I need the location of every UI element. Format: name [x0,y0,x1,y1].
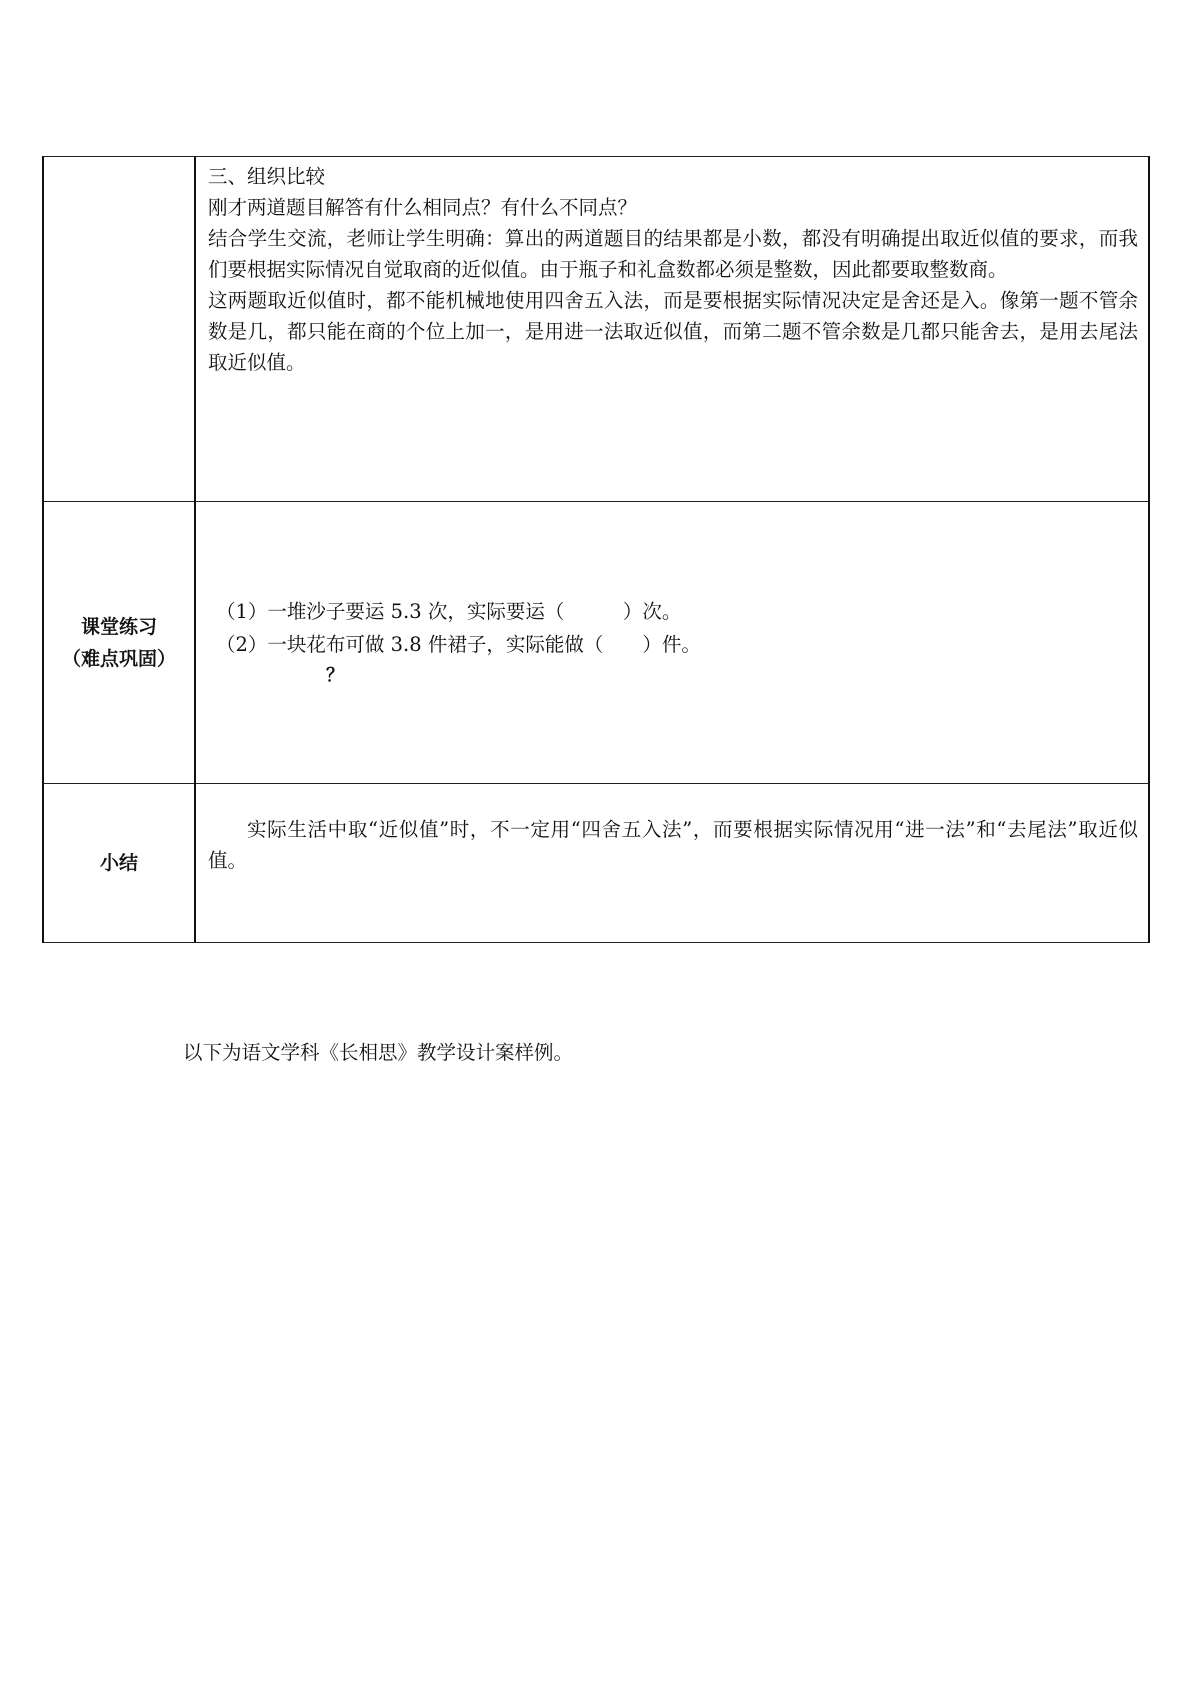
question-paragraph: 刚才两道题目解答有什么相同点？有什么不同点？ [208,196,638,219]
row-label-summary [43,784,195,943]
practice-sublabel: （难点巩固） [61,647,176,670]
comparison-body [196,157,1148,378]
row-label-practice [43,502,195,784]
summary-text: 实际生活中取“近似值”时，不一定用“四舍五入法”，而要根据实际情况用“进一法”和“去尾法”取近似值。 [208,818,1138,872]
footer-note: 以下为语文学科《长相思》教学设计案样例。 [183,1041,574,1064]
comparison-cell [195,157,1149,502]
table-row-summary [43,784,1149,943]
summary-cell [195,784,1149,943]
table-row-practice [43,502,1149,784]
practice-label: 课堂练习 [80,615,157,638]
question-mark: ？ [326,665,344,686]
lesson-plan-table [42,156,1150,943]
row-label-empty [43,157,195,502]
method-paragraph: 这两题取近似值时，都不能机械地使用四舍五入法，而是要根据实际情况决定是舍还是入。像第一题不管余数是几，都只能在商的个位上加一，是用进一法取近似值，而第二题不管余数是几都只能舍去，是用去尾法取近似值。 [208,289,1138,374]
exercise-item-1: （1）一堆沙子要运 5.3 次，实际要运（ ）次。 [216,600,682,623]
summary-label: 小结 [99,852,138,874]
table-row-comparison [43,157,1149,502]
exercise-item-2: （2）一块花布可做 3.8 件裙子，实际能做（ ）件。 [216,633,701,656]
practice-cell [195,502,1149,784]
exercise-list [196,502,1148,691]
conclusion-paragraph: 结合学生交流，老师让学生明确：算出的两道题目的结果都是小数，都没有明确提出取近似值的要求，而我们要根据实际情况自觉取商的近似值。由于瓶子和礼盒数都必须是整数，因此都要取整数商。 [208,227,1138,281]
section-heading: 三、组织比较 [208,165,326,188]
